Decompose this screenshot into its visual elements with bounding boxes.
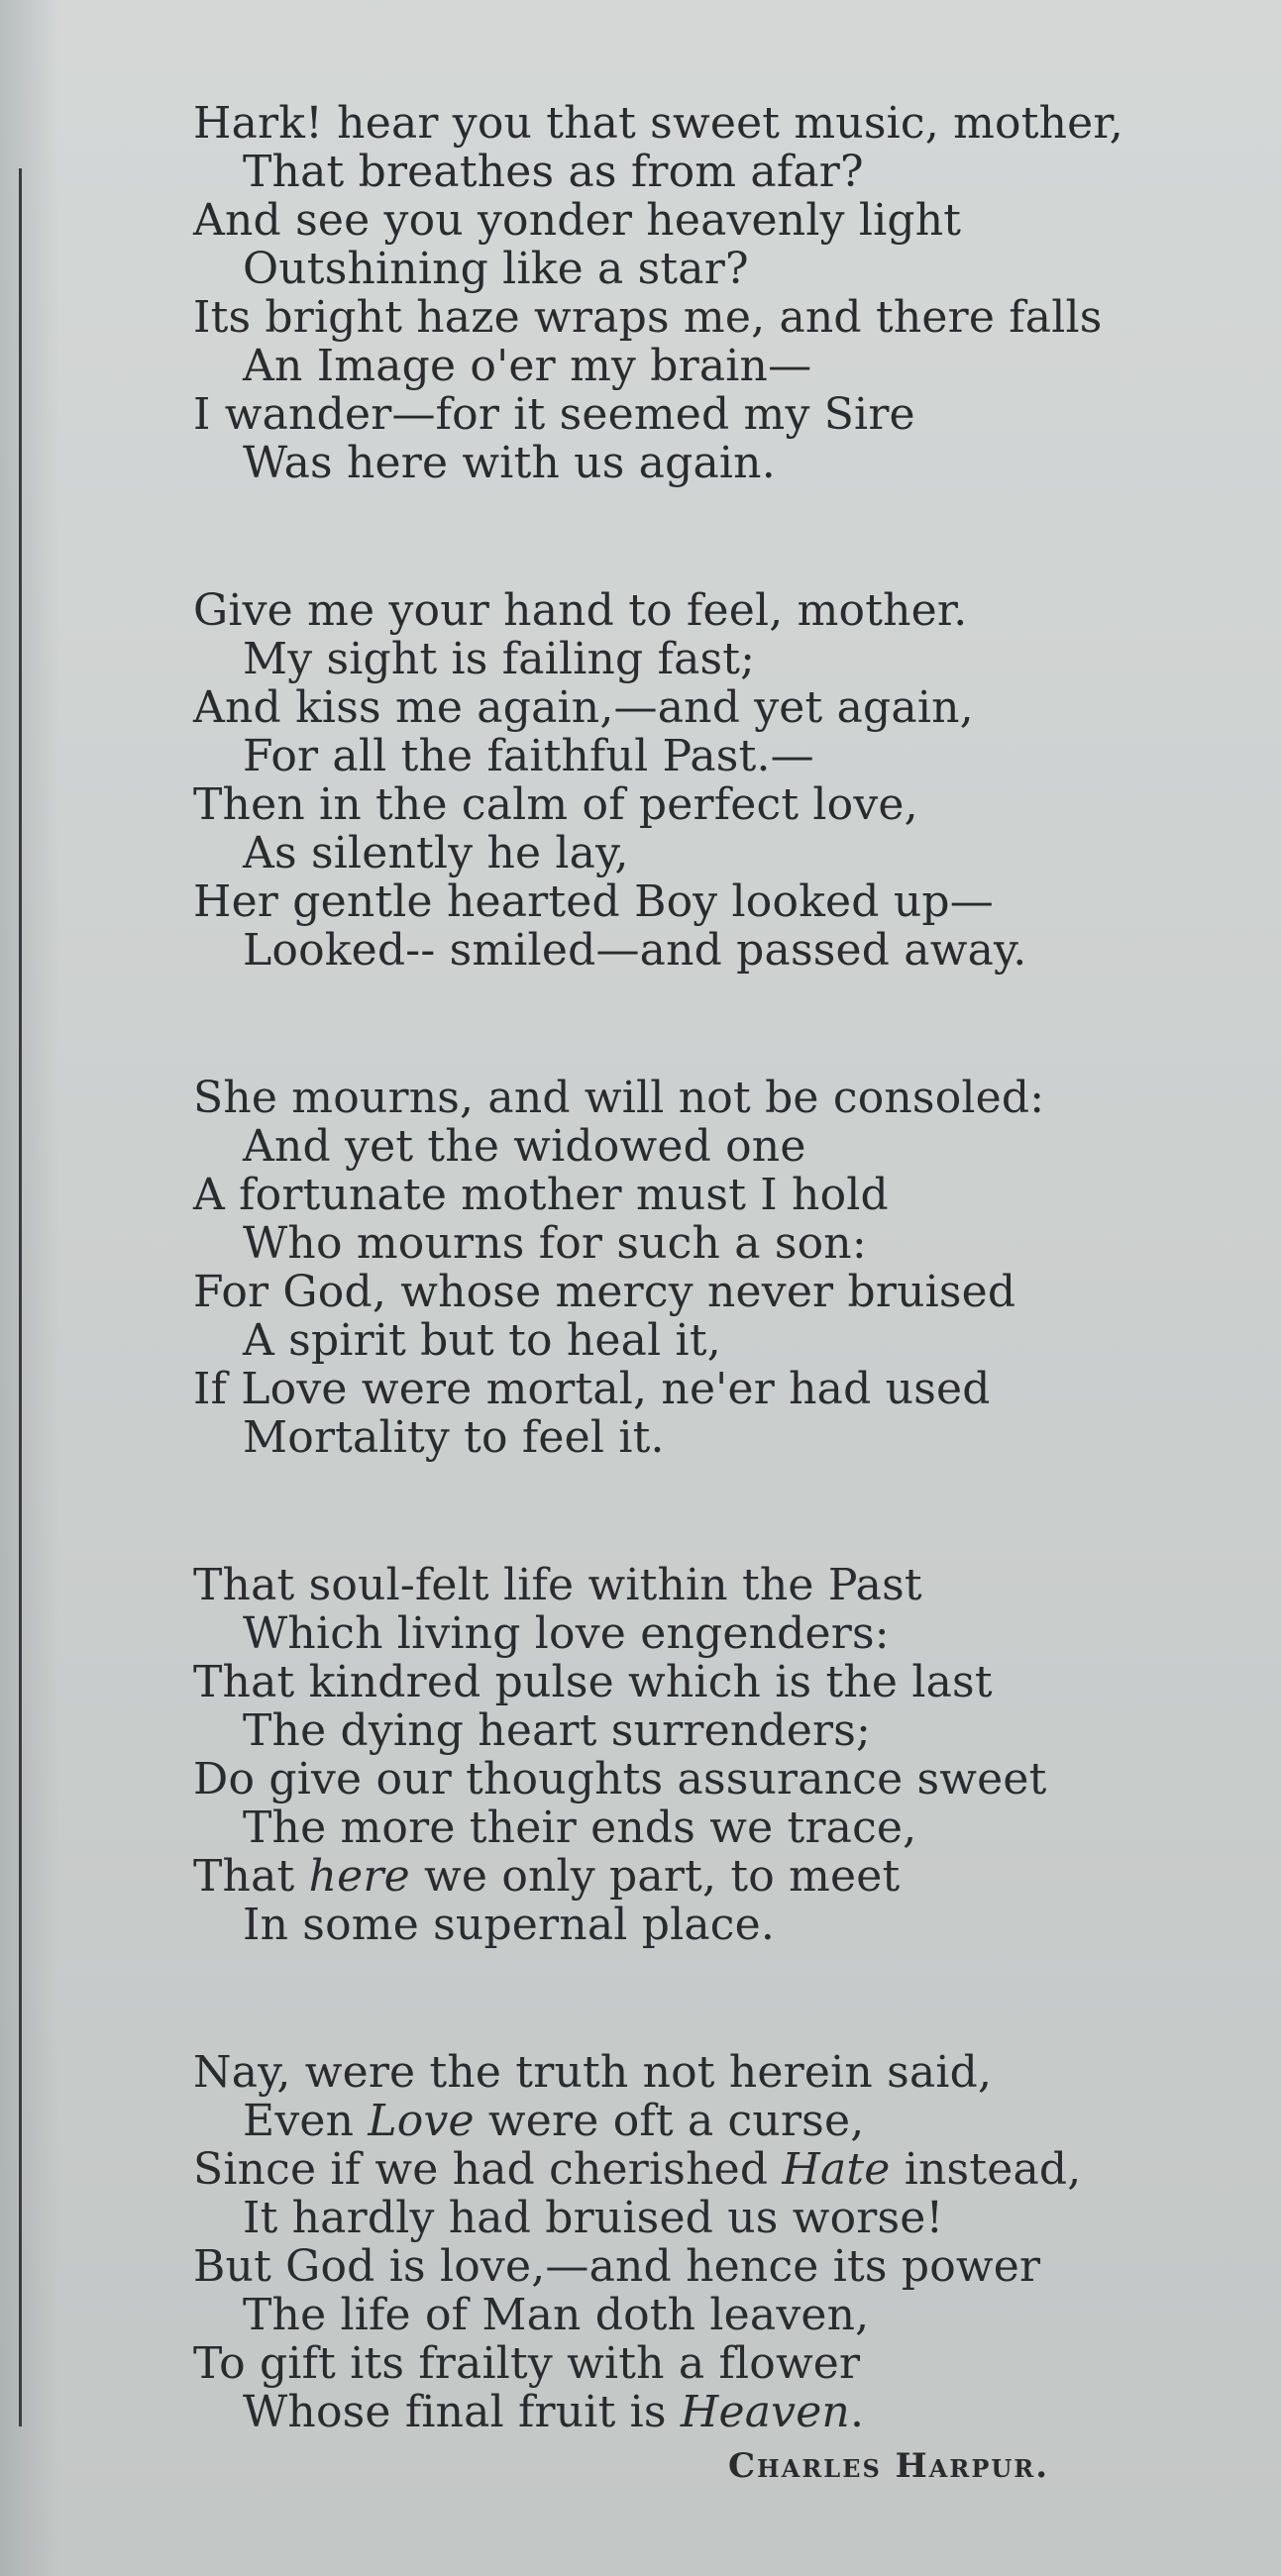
line-text: Even — [243, 2096, 369, 2146]
poem-line: It hardly had bruised us worse! — [243, 2193, 944, 2243]
poem-line: Looked-- smiled—and passed away. — [243, 925, 1027, 976]
poem-line: That soul-felt life within the Past — [193, 1560, 922, 1610]
stanza-2 — [193, 586, 1224, 975]
poem — [193, 99, 1224, 2436]
poem-line: Which living love engenders: — [243, 1608, 890, 1659]
italic-word: Love — [368, 2096, 475, 2146]
italic-word: Heaven — [680, 2387, 850, 2437]
poem-line — [193, 1852, 1224, 1901]
poem-line: In some supernal place. — [243, 1900, 776, 1950]
line-text: That — [193, 1851, 309, 1902]
poem-line: As silently he lay, — [243, 828, 629, 878]
poem-line: To gift its frailty with a flower — [193, 2338, 861, 2389]
poem-line: That kindred pulse which is the last — [193, 1657, 993, 1707]
poem-line: A spirit but to heal it, — [243, 1315, 721, 1366]
poem-line — [193, 2388, 1224, 2436]
line-text: instead, — [890, 2144, 1082, 2195]
poem-line: Do give our thoughts assurance sweet — [193, 1754, 1047, 1804]
line-text: were oft a curse, — [474, 2096, 865, 2146]
poem-line: A fortunate mother must I hold — [193, 1170, 889, 1220]
poem-line: And see you yonder heavenly light — [193, 195, 962, 246]
stanza-5 — [193, 2048, 1224, 2436]
stanza-4 — [193, 1561, 1224, 1949]
poem-line — [193, 2145, 1224, 2194]
poem-line: Outshining like a star? — [243, 244, 749, 294]
poem-line: For God, whose mercy never bruised — [193, 1267, 1016, 1317]
line-text: Since if we had cherished — [193, 2144, 783, 2195]
poem-line: Her gentle hearted Boy looked up— — [193, 876, 994, 927]
author-signature: Charles Harpur. — [728, 2446, 1050, 2486]
stanza-1 — [193, 99, 1224, 487]
poem-line: The life of Man doth leaven, — [243, 2290, 870, 2340]
poem-line: My sight is failing fast; — [243, 634, 756, 684]
poem-line: For all the faithful Past.— — [243, 731, 814, 781]
line-text: . — [849, 2387, 865, 2437]
stanza-3 — [193, 1074, 1224, 1462]
poem-line: An Image o'er my brain— — [243, 341, 812, 391]
line-text: Whose final fruit is — [243, 2387, 681, 2437]
poem-line: But God is love,—and hence its power — [193, 2241, 1041, 2292]
poem-line — [193, 2097, 1224, 2145]
italic-word: here — [308, 1851, 410, 1902]
poem-line: The dying heart surrenders; — [243, 1705, 872, 1756]
poem-line: Give me your hand to feel, mother. — [193, 585, 968, 636]
poem-line: Nay, were the truth not herein said, — [193, 2047, 993, 2098]
poem-line: And yet the widowed one — [243, 1121, 806, 1172]
poem-line: Mortality to feel it. — [243, 1412, 665, 1463]
poem-line: That breathes as from afar? — [243, 147, 864, 197]
poem-line: Who mourns for such a son: — [243, 1218, 867, 1269]
margin-rule — [19, 168, 22, 2426]
poem-line: Hark! hear you that sweet music, mother, — [193, 98, 1123, 149]
poem-line: Then in the calm of perfect love, — [193, 779, 918, 830]
poem-line: She mourns, and will not be consoled: — [193, 1073, 1045, 1123]
italic-word: Hate — [782, 2144, 891, 2195]
poem-line: And kiss me again,—and yet again, — [193, 682, 974, 733]
poem-line: I wander—for it seemed my Sire — [193, 389, 915, 440]
poem-line: If Love were mortal, ne'er had used — [193, 1364, 991, 1414]
poem-line: Was here with us again. — [243, 438, 776, 488]
poem-line: Its bright haze wraps me, and there falls — [193, 292, 1103, 343]
line-text: we only part, to meet — [409, 1851, 901, 1902]
poem-line: The more their ends we trace, — [243, 1803, 917, 1853]
